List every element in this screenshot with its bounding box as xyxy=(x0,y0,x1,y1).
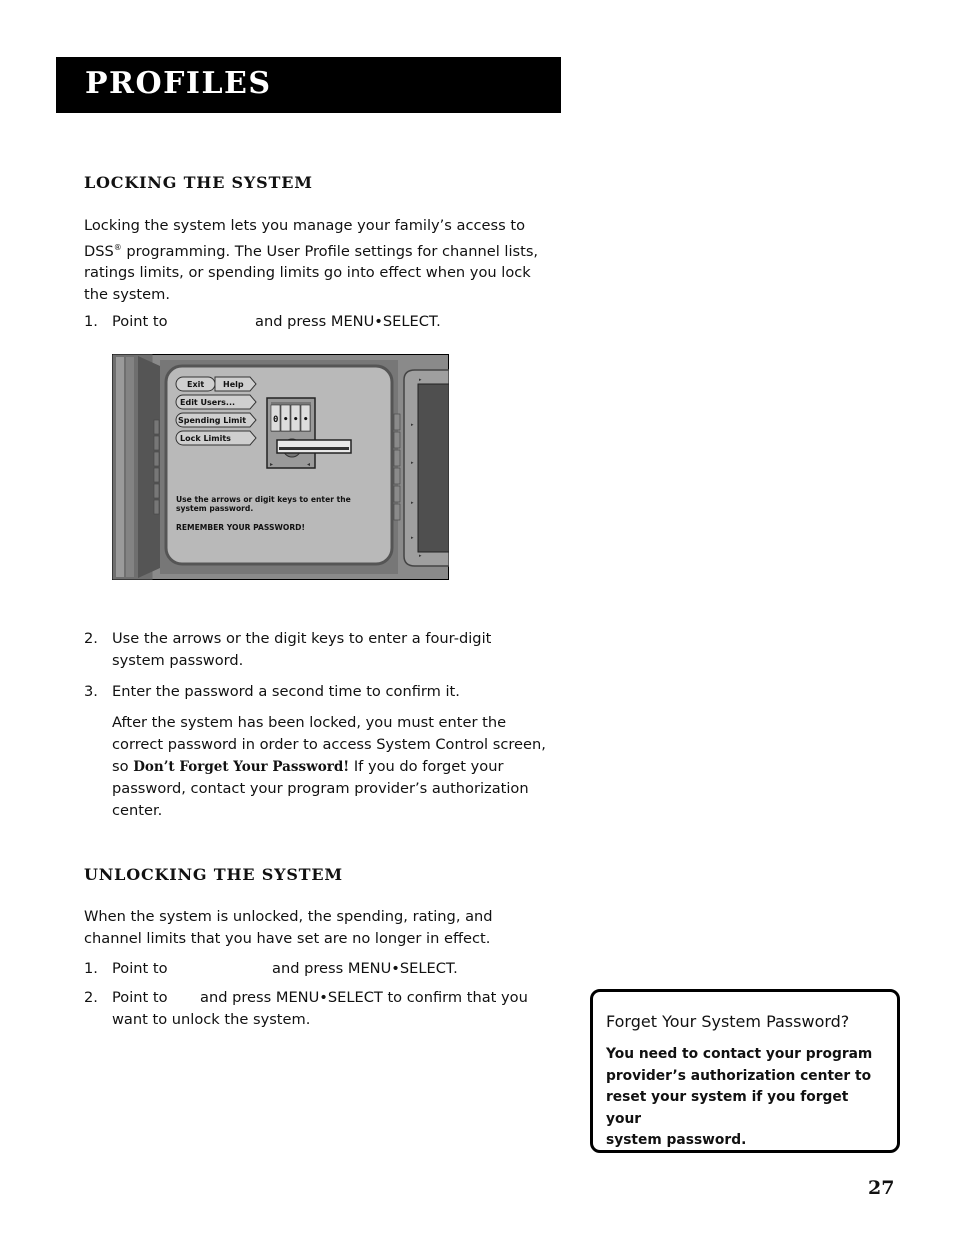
page-number: 27 xyxy=(868,1177,895,1199)
dss-label: DSS xyxy=(84,242,114,260)
intro-line: ratings limits, or spending limits go into effect when you lock xyxy=(84,264,531,282)
menu-label: Exit xyxy=(187,380,205,389)
locked-note: After the system has been locked, you must enter the correct password in order to access System Control screen, so Don’t Forget Your Password! If you do forget your password, contact your program provider’s authorization center. xyxy=(112,714,546,820)
dont-forget-emphasis: Don’t Forget Your Password! xyxy=(133,758,350,775)
page-title: PROFILES xyxy=(85,66,272,101)
password-digit: • xyxy=(293,415,299,425)
intro-line: the system. xyxy=(84,286,170,304)
password-digit: • xyxy=(303,415,309,425)
registered-mark: ® xyxy=(113,242,122,252)
svg-text:▸: ▸ xyxy=(411,422,414,428)
help-menu-button[interactable] xyxy=(215,377,256,391)
step-number: 1. xyxy=(84,960,98,977)
step-number: 1. xyxy=(84,313,98,330)
menu-label: Lock Limits xyxy=(180,434,231,443)
intro-line: DSS® programming. The User Profile settings for channel lists, xyxy=(84,242,539,260)
unlocking-step1-prefix: Point to xyxy=(112,960,168,977)
screen-warning: REMEMBER YOUR PASSWORD! xyxy=(176,523,305,532)
unlocking-step2-line2: want to unlock the system. xyxy=(112,1011,311,1028)
unlocking-step1-suffix: and press MENU•SELECT. xyxy=(272,960,458,977)
screen-instruction: Use the arrows or digit keys to enter the xyxy=(176,495,351,504)
locking-step1-suffix: and press MENU•SELECT. xyxy=(255,313,441,330)
locking-intro xyxy=(84,215,538,306)
svg-text:▸: ▸ xyxy=(411,460,414,466)
unlocking-intro: When the system is unlocked, the spending, rating, and channel limits that you have set are no longer in effect. xyxy=(84,908,493,947)
password-digit: • xyxy=(283,415,289,425)
exit-menu-button[interactable] xyxy=(176,377,215,391)
locking-heading: LOCKING THE SYSTEM xyxy=(84,173,313,192)
unlocking-step2-prefix: Point to xyxy=(112,989,168,1006)
locking-step2: Use the arrows or the digit keys to enter a four-digit system password. xyxy=(112,630,492,669)
screen-instruction: system password. xyxy=(176,504,254,513)
password-tip-box xyxy=(590,989,900,1153)
step-number: 3. xyxy=(84,683,98,700)
step-number: 2. xyxy=(84,630,98,647)
intro-line: Locking the system lets you manage your family’s access to xyxy=(84,217,525,234)
password-digit: 0 xyxy=(273,415,279,425)
menu-label: Help xyxy=(223,380,244,389)
svg-text:◂: ◂ xyxy=(307,461,311,468)
tip-title: Forget Your System Password? xyxy=(606,1012,850,1031)
unlocking-step2-suffix: and press MENU•SELECT to confirm that you xyxy=(200,989,528,1006)
svg-text:▸: ▸ xyxy=(411,535,414,541)
lock-limits-menu-button[interactable] xyxy=(176,431,256,445)
svg-text:▸: ▸ xyxy=(419,377,422,383)
edit-users-menu-button[interactable] xyxy=(176,395,256,409)
spending-limit-menu-button[interactable] xyxy=(176,413,256,427)
locking-step1-prefix: Point to xyxy=(112,313,168,330)
header-banner xyxy=(56,57,561,113)
menu-label: Edit Users... xyxy=(180,398,236,407)
svg-text:▸: ▸ xyxy=(411,500,414,506)
locking-step3: Enter the password a second time to confirm it. xyxy=(112,683,460,700)
unlocking-heading: UNLOCKING THE SYSTEM xyxy=(84,865,343,884)
step-number: 2. xyxy=(84,989,98,1006)
lock-screen-screenshot xyxy=(112,354,449,580)
menu-label: Spending Limit xyxy=(178,416,247,425)
svg-text:▸: ▸ xyxy=(419,553,422,559)
tip-body: You need to contact your program provider’s authorization center to reset your system if you forget your system password. xyxy=(606,1046,873,1148)
svg-text:▸: ▸ xyxy=(270,461,274,468)
